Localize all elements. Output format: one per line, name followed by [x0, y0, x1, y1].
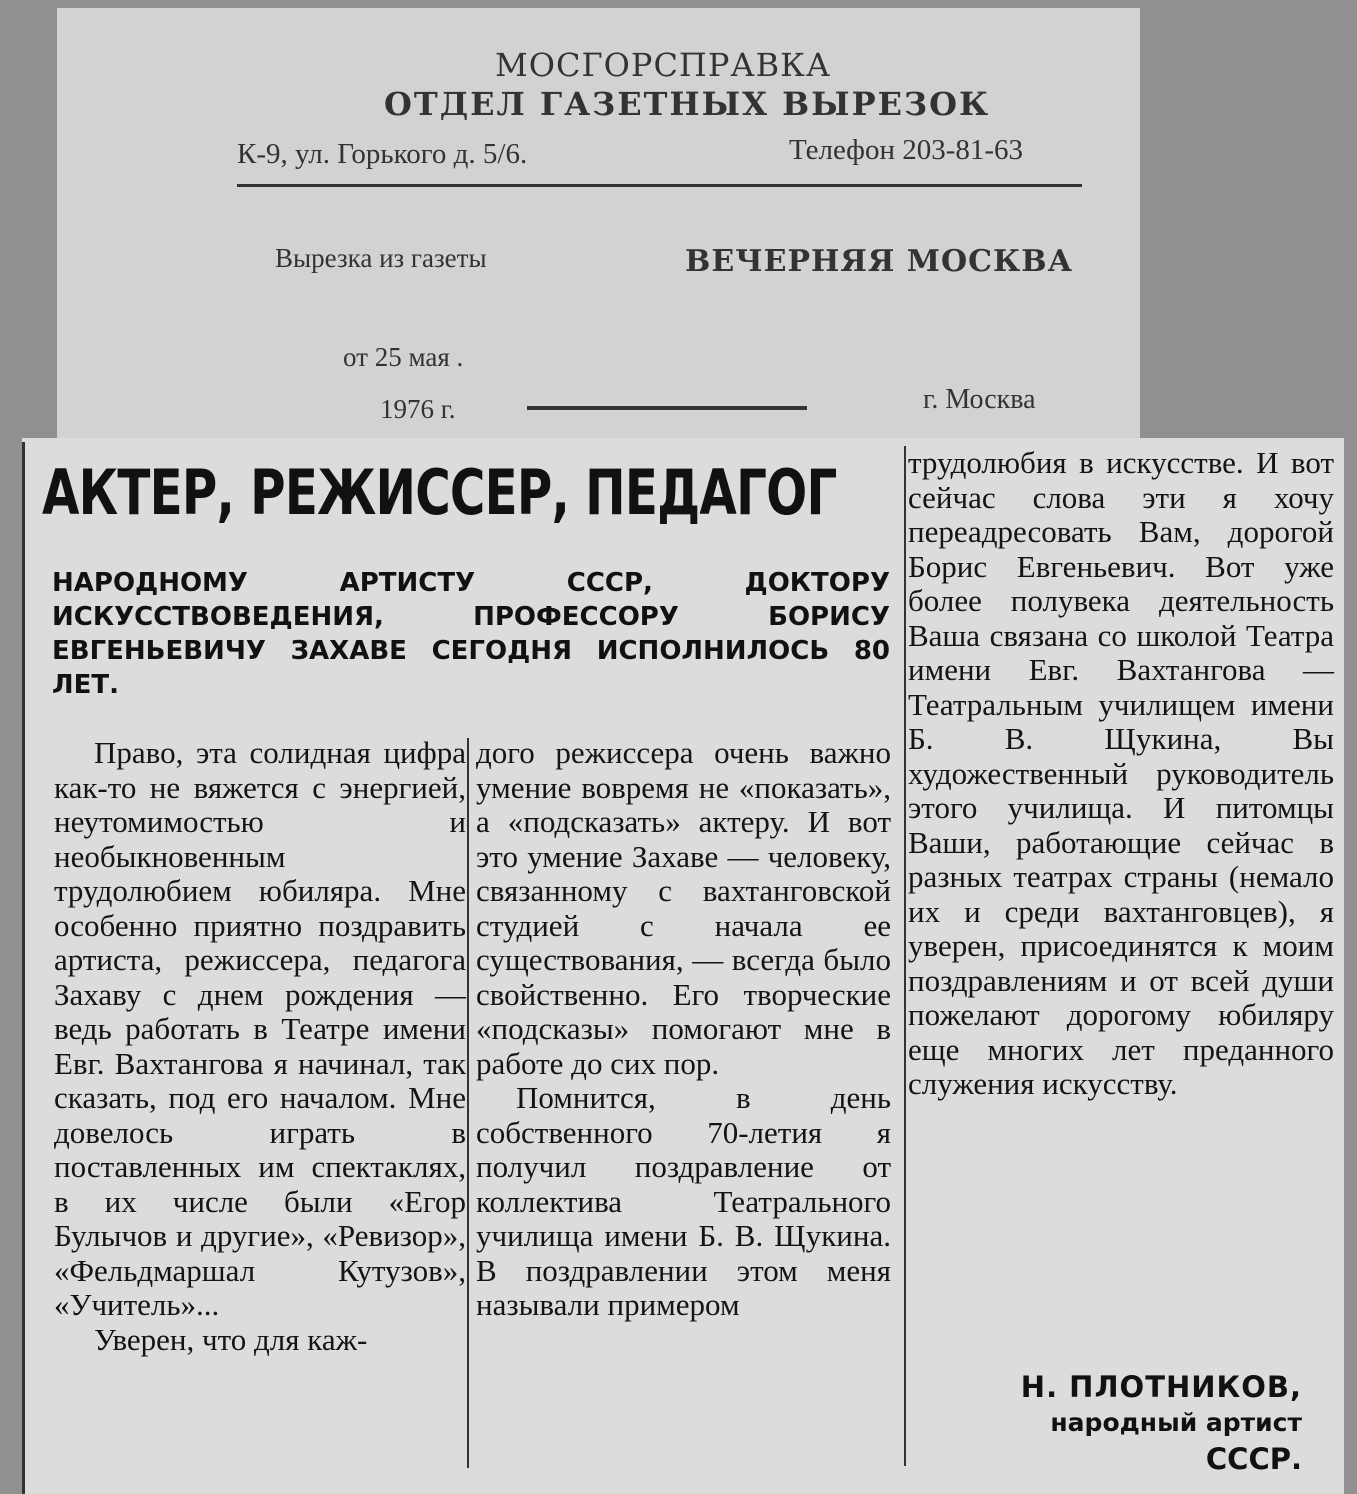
- slip-divider: [237, 184, 1082, 187]
- clipping-city: г. Москва: [923, 384, 1036, 415]
- article-column-1: [54, 736, 466, 1357]
- column-2-paragraph: дого режиссера очень важно умение вовремя не «показать», а «подсказать» актеру. И вот это умение Захаве — человеку, связанному с вахтанговской студией с начала ее существования, — всегда было свойственно. Его творческие «подсказы» помогают мне в работе до сих пор.: [476, 735, 891, 1081]
- newspaper-clipping: [22, 438, 1344, 1494]
- clipping-service-slip: [57, 8, 1140, 448]
- department-name: ОТДЕЛ ГАЗЕТНЫХ ВЫРЕЗОК: [384, 85, 991, 123]
- clipping-date: от 25 мая .: [343, 342, 464, 372]
- clipping-year: 1976 г.: [380, 394, 456, 424]
- article-column-2: [476, 736, 891, 1323]
- column-1-paragraph: Право, эта солидная цифра как-то не вяжется с энергией, неутомимостью и необыкновенным трудолюбием юбиляра. Мне особенно приятно поздравить артиста, режиссера, педагога Захаву с днем рождения — ведь работать в Театре имени Евг. Вахтангова я начинал, так сказать, под его началом. Мне довелось играть в поставленных им спектаклях, в их числе были «Егор Булычов и другие», «Ревизор», «Фельдмаршал Кутузов», «Учитель»...: [54, 735, 466, 1322]
- address: К-9, ул. Горького д. 5/6.: [237, 138, 528, 170]
- column-2-paragraph: Помнится, в день собственного 70-летия я получил поздравление от коллектива Театрального училища имени Б. В. Щукина. В поздравлении этом меня называли примером: [476, 1080, 891, 1322]
- column-3-paragraph: трудолюбия в искусстве. И вот сейчас слова эти я хочу переадресовать Вам, дорогой Борис Евгеньевич. Вот уже более полувека деятельность Ваша связана со школой Театра имени Евг. Вахтангова — Театральным училищем имени Б. В. Щукина, Вы художественный руководитель этого училища. И питомцы Ваши, работающие сейчас в разных театрах страны (немало их и среди вахтанговцев), я уверен, присоединятся к моим поздравлениям и от всей души пожелают дорогому юбиляру еще многих лет преданного служения искусству.: [908, 445, 1334, 1101]
- article-column-3: [908, 446, 1334, 1102]
- article-headline: АКТЕР, РЕЖИССЕР, ПЕДАГОГ: [42, 456, 837, 529]
- column-1-paragraph: Уверен, что для каж-: [94, 1321, 368, 1357]
- article-signature: [922, 1368, 1302, 1478]
- column-divider: [904, 446, 906, 1466]
- column-divider: [467, 738, 469, 1468]
- clipping-left-edge: [22, 442, 25, 1494]
- org-name: МОСГОРСПРАВКА: [495, 46, 832, 84]
- phone: Телефон 203-81-63: [789, 134, 1024, 166]
- newspaper-name: ВЕЧЕРНЯЯ МОСКВА: [685, 244, 1074, 279]
- clipping-label: Вырезка из газеты: [275, 243, 487, 273]
- author-name: Н. ПЛОТНИКОВ,: [1020, 1370, 1302, 1404]
- article-subhead: НАРОДНОМУ АРТИСТУ СССР, ДОКТОРУ ИСКУССТВОВЕДЕНИЯ, ПРОФЕССОРУ БОРИСУ ЕВГЕНЬЕВИЧУ ЗАХАВЕ СЕГОДНЯ ИСПОЛНИЛОСЬ 80 ЛЕТ.: [52, 568, 890, 700]
- author-title: народный артист: [1050, 1408, 1302, 1437]
- author-country: СССР.: [1205, 1442, 1302, 1476]
- year-underline: [527, 406, 807, 410]
